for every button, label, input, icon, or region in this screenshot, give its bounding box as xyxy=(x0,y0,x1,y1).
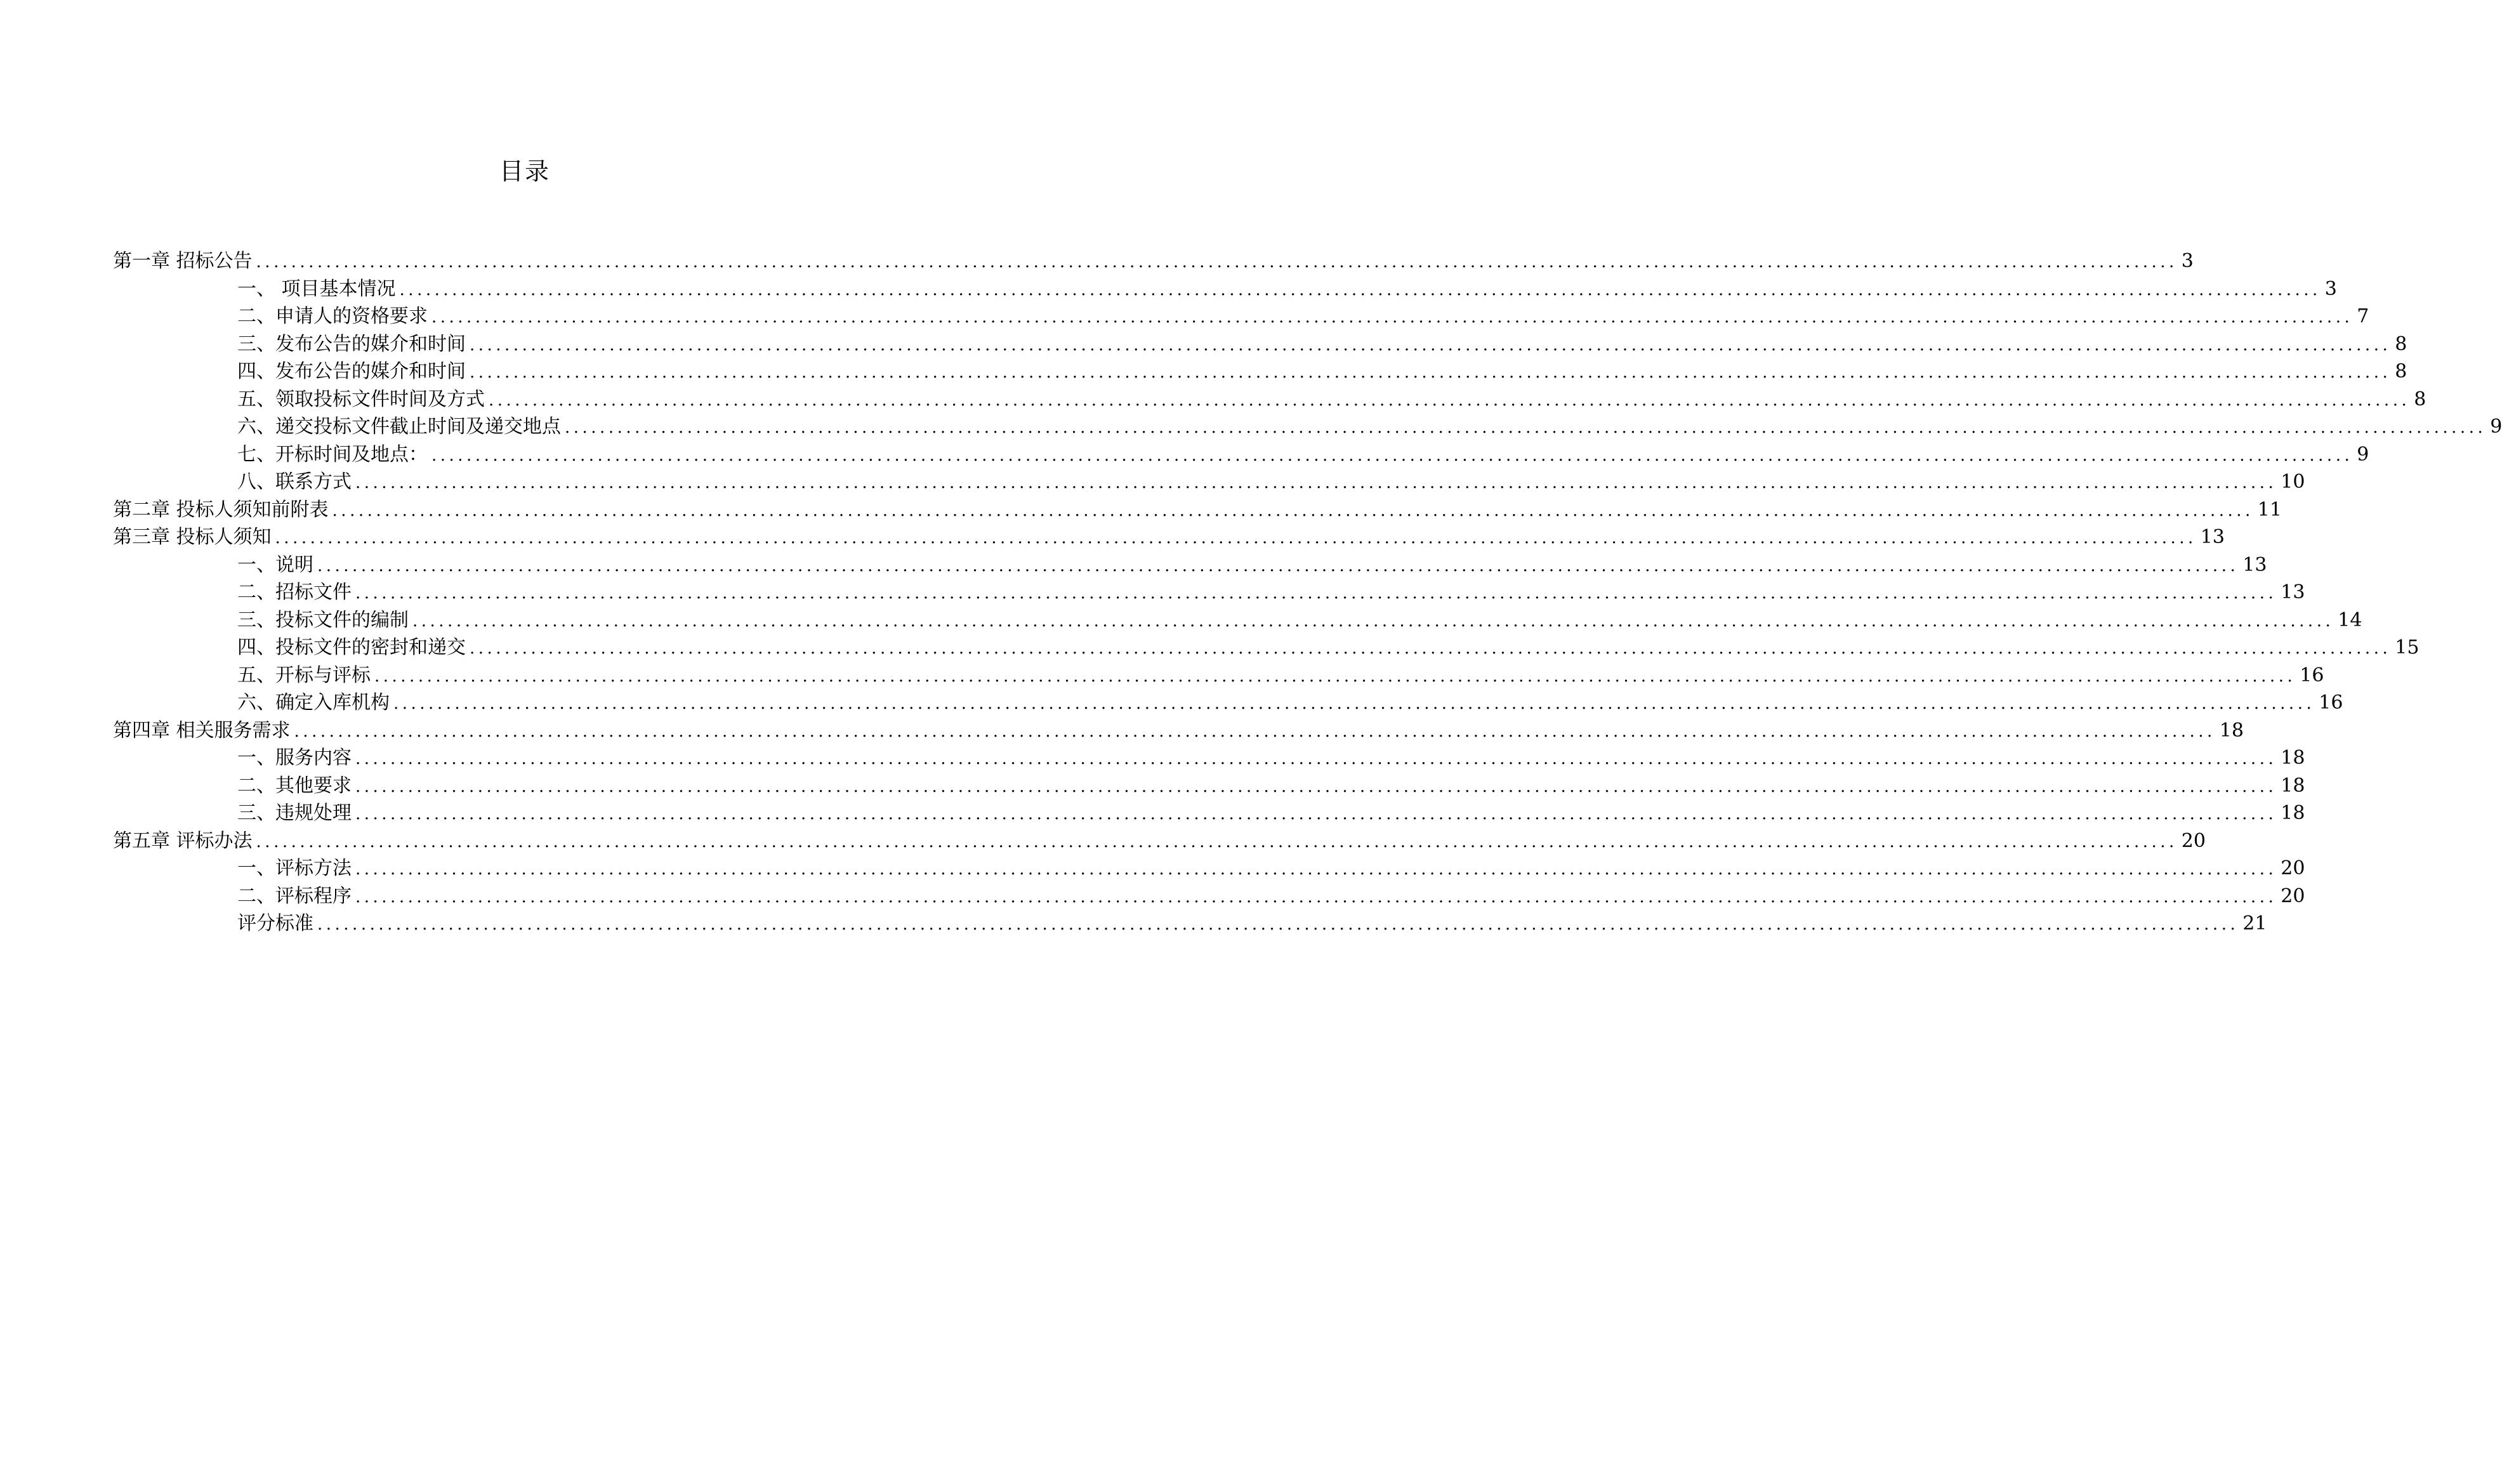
toc-section-entry[interactable] xyxy=(113,883,2305,910)
toc-section-entry[interactable] xyxy=(113,744,2305,772)
toc-entry-label: 三、违规处理 xyxy=(237,802,352,824)
toc-section-entry[interactable] xyxy=(113,855,2305,883)
toc-section-entry[interactable] xyxy=(113,634,2420,662)
toc-entry-label: 三、投标文件的编制 xyxy=(237,608,409,631)
toc-page-number: 8 xyxy=(2395,332,2407,355)
toc-chapter-entry[interactable] xyxy=(113,496,2282,524)
toc-section-entry[interactable] xyxy=(113,303,2369,331)
toc-page-number: 13 xyxy=(2200,526,2225,548)
toc-section-entry[interactable] xyxy=(113,772,2305,800)
toc-section-entry[interactable] xyxy=(113,579,2305,607)
toc-section-entry[interactable] xyxy=(113,386,2426,414)
toc-entry-label: 第四章 相关服务需求 xyxy=(113,719,291,742)
toc-page-number: 18 xyxy=(2219,719,2244,742)
toc-dot-leader: ............................................................................................................................................................................................................................ xyxy=(399,280,2321,299)
toc-page-number: 10 xyxy=(2281,471,2305,493)
toc-page-number: 15 xyxy=(2395,636,2420,659)
toc-section-entry[interactable] xyxy=(113,358,2407,386)
toc-section-entry[interactable] xyxy=(113,468,2305,496)
toc-dot-leader: ............................................................................................................................................................................................................................ xyxy=(355,777,2277,796)
toc-entry-label: 二、申请人的资格要求 xyxy=(237,305,428,327)
toc-page-number: 7 xyxy=(2357,305,2369,327)
toc-dot-leader: ............................................................................................................................................................................................................................ xyxy=(355,887,2277,907)
toc-entry-label: 五、开标与评标 xyxy=(237,664,371,686)
toc-chapter-entry[interactable] xyxy=(113,827,2206,855)
toc-dot-leader: ............................................................................................................................................................................................................................ xyxy=(256,253,2178,272)
toc-dot-leader: ............................................................................................................................................................................................................................ xyxy=(355,473,2277,492)
toc-page-number: 9 xyxy=(2490,416,2502,438)
toc-entry-label: 一、说明 xyxy=(237,553,313,576)
toc-entry-label: 第二章 投标人须知前附表 xyxy=(113,498,329,521)
toc-section-entry[interactable] xyxy=(113,662,2324,690)
toc-dot-leader: ............................................................................................................................................................................................................................ xyxy=(565,418,2487,437)
toc-page-number: 16 xyxy=(2300,664,2324,686)
toc-section-entry[interactable] xyxy=(113,910,2267,938)
toc-page-number: 16 xyxy=(2319,692,2343,714)
toc-dot-leader: ............................................................................................................................................................................................................................ xyxy=(256,832,2178,851)
toc-entry-label: 三、发布公告的媒介和时间 xyxy=(237,332,466,355)
toc-entry-label: 四、发布公告的媒介和时间 xyxy=(237,360,466,383)
toc-chapter-entry[interactable] xyxy=(113,523,2225,551)
toc-page-number: 20 xyxy=(2281,884,2305,907)
toc-section-entry[interactable] xyxy=(113,413,2502,441)
toc-entry-label: 七、开标时间及地点： xyxy=(237,443,428,466)
toc-page-number: 9 xyxy=(2357,443,2369,466)
toc-dot-leader: ............................................................................................................................................................................................................................ xyxy=(470,335,2392,355)
toc-chapter-entry[interactable] xyxy=(113,717,2244,745)
toc-entry-label: 六、递交投标文件截止时间及递交地点 xyxy=(237,416,561,438)
toc-dot-leader: ............................................................................................................................................................................................................................ xyxy=(355,860,2277,879)
toc-dot-leader: ............................................................................................................................................................................................................................ xyxy=(431,445,2354,465)
toc-dot-leader: ............................................................................................................................................................................................................................ xyxy=(355,749,2277,768)
toc-entry-label: 八、联系方式 xyxy=(237,471,352,493)
toc-entry-label: 第三章 投标人须知 xyxy=(113,526,272,548)
toc-entry-label: 二、其他要求 xyxy=(237,774,352,797)
toc-chapter-entry[interactable] xyxy=(113,247,2194,275)
toc-page-number: 13 xyxy=(2242,553,2267,576)
toc-page-number: 20 xyxy=(2181,829,2206,852)
toc-section-entry[interactable] xyxy=(113,441,2369,469)
toc-page-number: 18 xyxy=(2281,747,2305,769)
toc-entry-label: 一、 项目基本情况 xyxy=(237,277,396,300)
toc-page-number: 20 xyxy=(2281,857,2305,879)
toc-page-number: 11 xyxy=(2257,498,2282,521)
toc-page-number: 14 xyxy=(2338,608,2362,631)
toc-section-entry[interactable] xyxy=(113,551,2267,579)
toc-dot-leader: ............................................................................................................................................................................................................................ xyxy=(355,584,2277,603)
toc-entry-label: 第一章 招标公告 xyxy=(113,250,253,272)
toc-entry-label: 二、招标文件 xyxy=(237,581,352,603)
toc-dot-leader: ............................................................................................................................................................................................................................ xyxy=(332,501,2254,520)
toc-page-number: 21 xyxy=(2242,912,2267,935)
toc-page-number: 8 xyxy=(2395,360,2407,383)
toc-dot-leader: ............................................................................................................................................................................................................................ xyxy=(470,363,2392,382)
toc-dot-leader: ............................................................................................................................................................................................................................ xyxy=(317,915,2239,934)
toc-entry-label: 第五章 评标办法 xyxy=(113,829,253,852)
toc-entry-label: 二、评标程序 xyxy=(237,884,352,907)
toc-page-number: 18 xyxy=(2281,774,2305,797)
toc-section-entry[interactable] xyxy=(113,607,2362,634)
toc-dot-leader: ............................................................................................................................................................................................................................ xyxy=(489,390,2411,410)
toc-entry-label: 评分标准 xyxy=(237,912,313,935)
toc-page-number: 3 xyxy=(2181,250,2194,272)
toc-dot-leader: ............................................................................................................................................................................................................................ xyxy=(431,308,2354,327)
table-of-contents xyxy=(113,247,2502,938)
toc-section-entry[interactable] xyxy=(113,275,2337,303)
toc-page-number: 8 xyxy=(2414,388,2426,410)
page-title: 目录 xyxy=(499,157,550,185)
toc-dot-leader: ............................................................................................................................................................................................................................ xyxy=(374,666,2296,686)
toc-dot-leader: ............................................................................................................................................................................................................................ xyxy=(412,611,2334,631)
toc-entry-label: 四、投标文件的密封和递交 xyxy=(237,636,466,659)
toc-section-entry[interactable] xyxy=(113,689,2343,717)
toc-dot-leader: ............................................................................................................................................................................................................................ xyxy=(275,529,2197,548)
toc-section-entry[interactable] xyxy=(113,331,2407,358)
toc-dot-leader: ............................................................................................................................................................................................................................ xyxy=(393,694,2315,713)
toc-entry-label: 一、服务内容 xyxy=(237,747,352,769)
toc-dot-leader: ............................................................................................................................................................................................................................ xyxy=(470,639,2392,658)
toc-dot-leader: ............................................................................................................................................................................................................................ xyxy=(317,556,2239,575)
toc-section-entry[interactable] xyxy=(113,799,2305,827)
toc-entry-label: 六、确定入库机构 xyxy=(237,692,390,714)
toc-page-number: 3 xyxy=(2324,277,2337,300)
toc-entry-label: 一、评标方法 xyxy=(237,857,352,879)
toc-dot-leader: ............................................................................................................................................................................................................................ xyxy=(355,804,2277,824)
toc-entry-label: 五、领取投标文件时间及方式 xyxy=(237,388,485,410)
toc-dot-leader: ............................................................................................................................................................................................................................ xyxy=(294,721,2216,741)
toc-page-number: 18 xyxy=(2281,802,2305,824)
toc-page-number: 13 xyxy=(2281,581,2305,603)
